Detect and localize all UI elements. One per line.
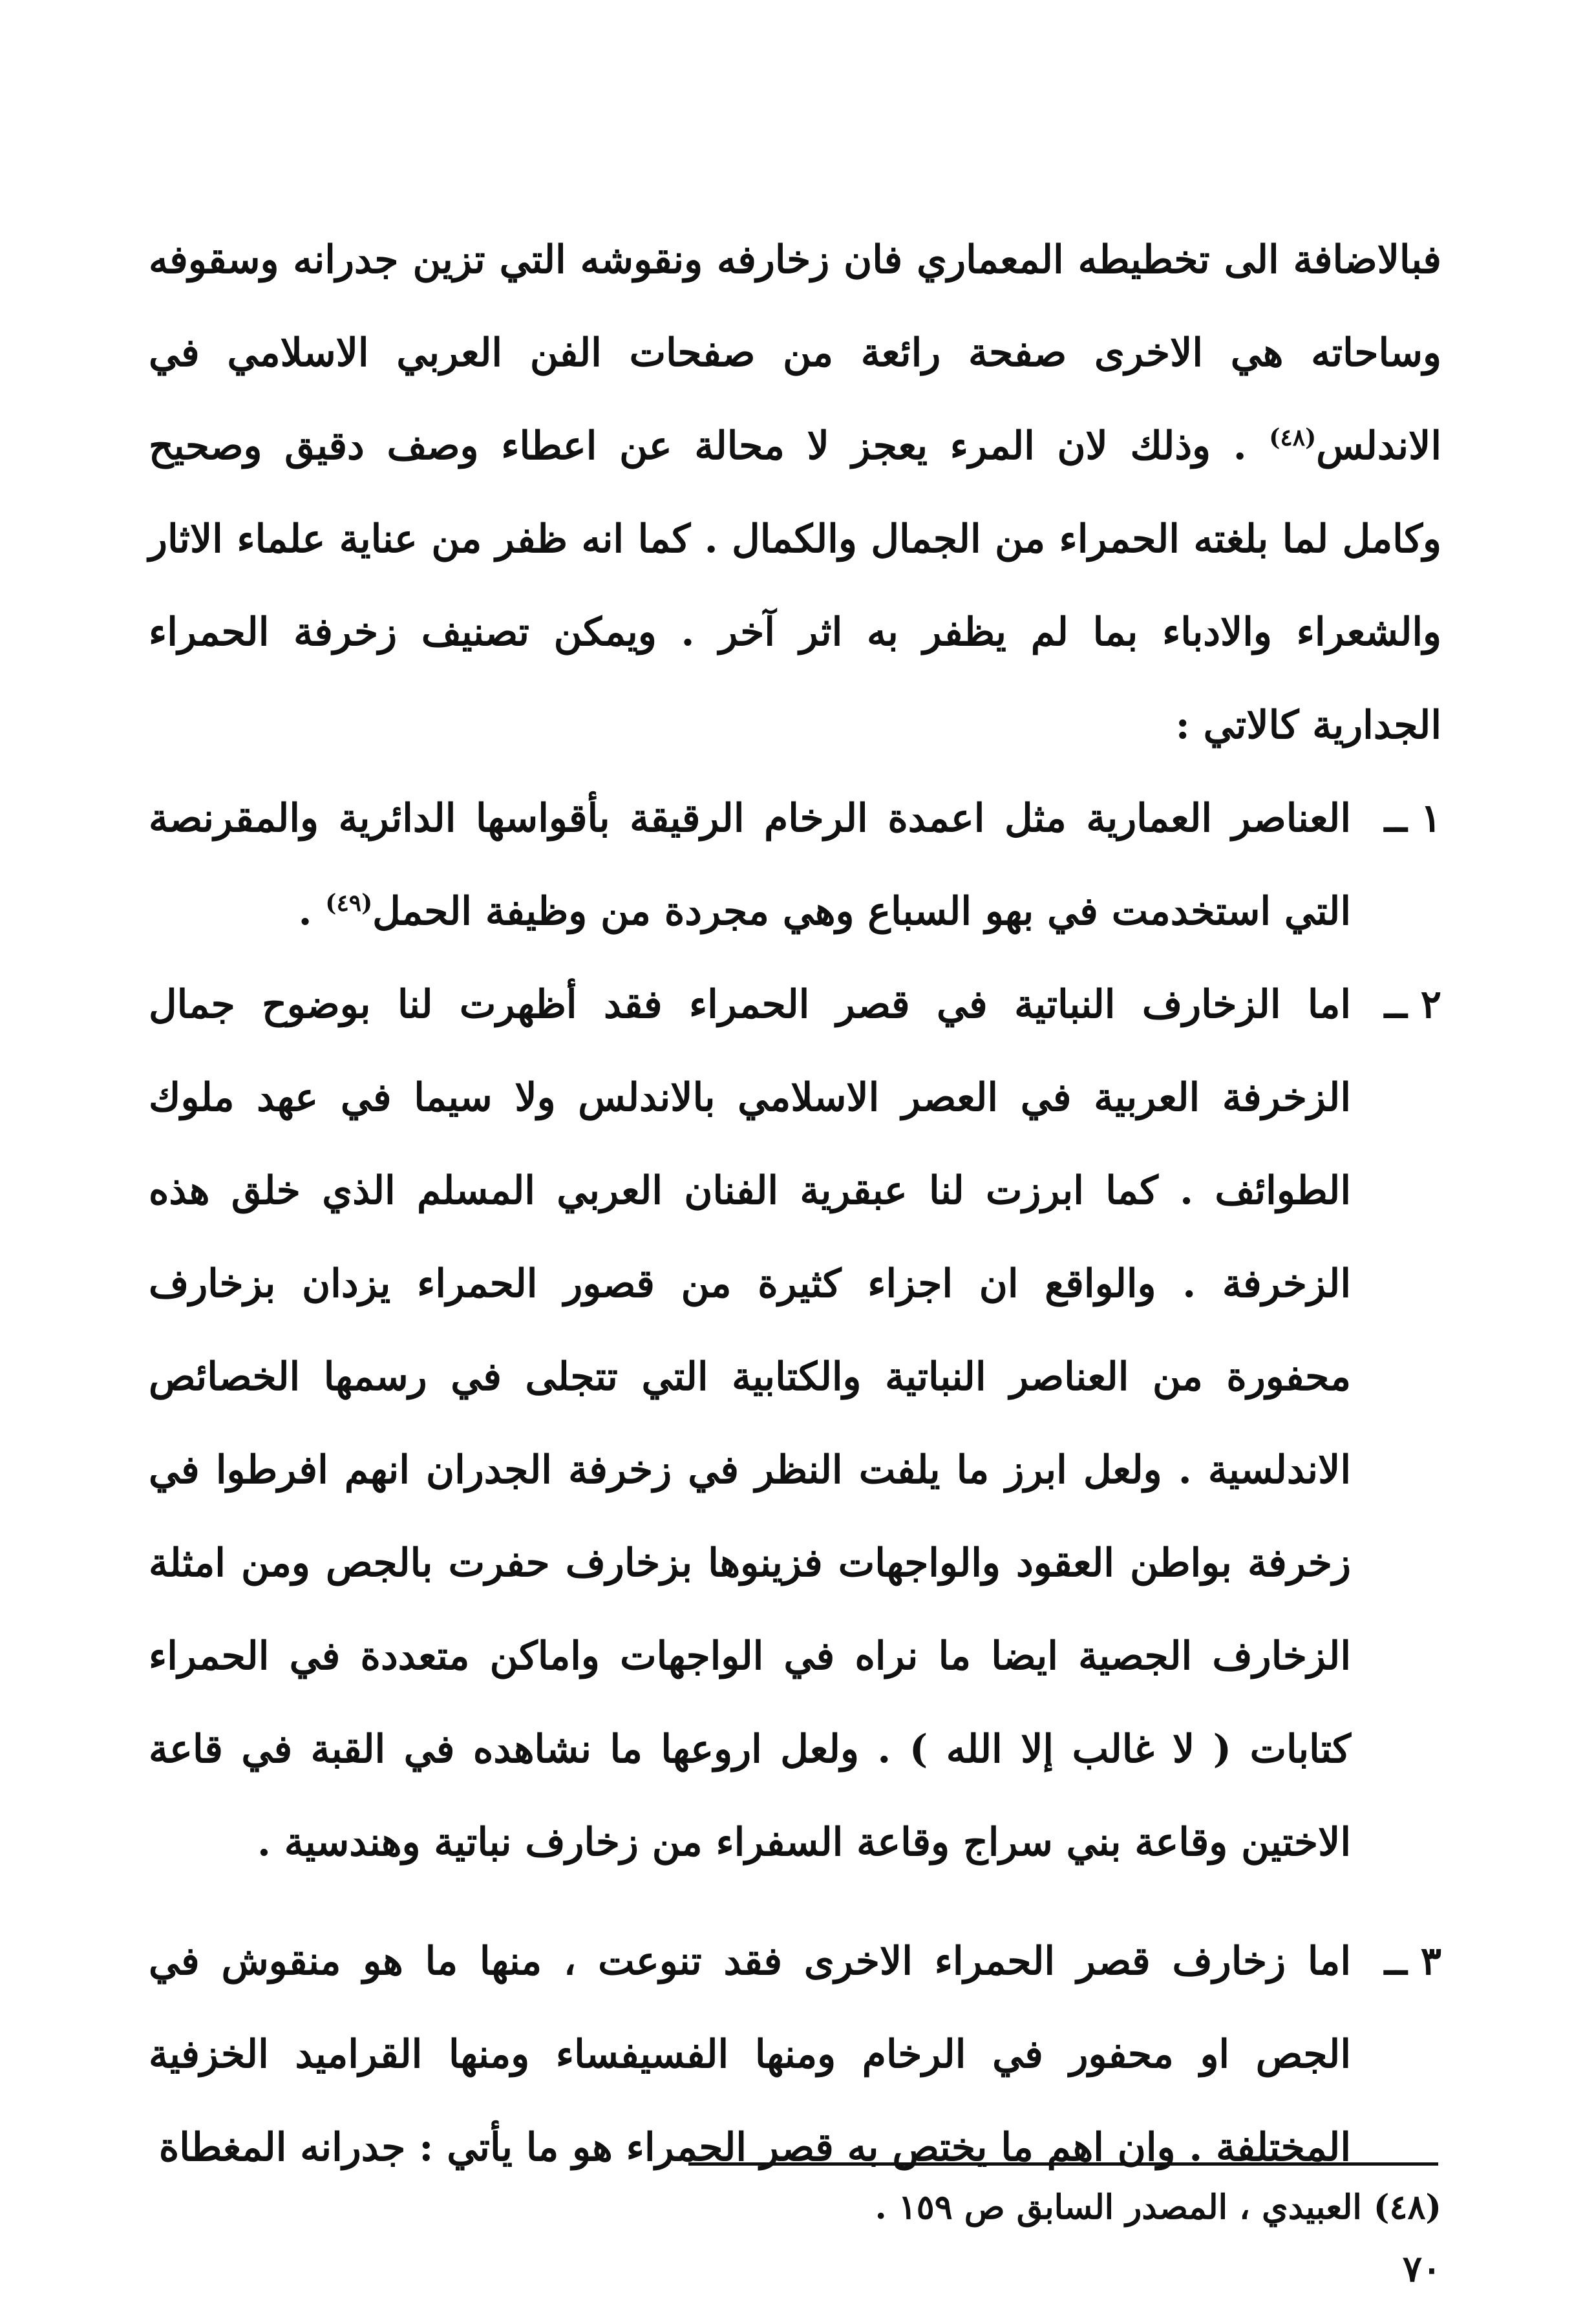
item-1-text: العناصر العمارية مثل اعمدة الرخام الرقيقة بأقواسها الدائرية والمقرنصة التي استخدمت في بهو السباع وهي مجردة من وظيفة الحمل <box>149 796 1351 934</box>
footnote-48 <box>149 2182 1441 2233</box>
footnote-marker: (٤٨) <box>1373 2188 1441 2227</box>
main-text <box>149 213 1441 2194</box>
footnote-divider <box>688 2162 1438 2166</box>
list-item-2 <box>149 958 1441 1889</box>
list-number: ٣ ــ <box>1384 1939 1441 1984</box>
intro-paragraph <box>149 213 1441 772</box>
page-number: ٧٠ <box>1402 2248 1441 2290</box>
list-item-3 <box>149 1915 1441 2194</box>
intro-text: فبالاضافة الى تخطيطه المعماري فان زخارفه ونقوشه التي تزين جدرانه وسقوفه وساحاته هي الاخرى صفحة رائعة من صفحات الفن العربي الاسلامي في الاندلس <box>149 237 1441 469</box>
item-1-text-continued: . <box>298 889 326 934</box>
footnote-ref-48: (٤٨) <box>1269 424 1317 451</box>
footnote-text: العبيدي ، المصدر السابق ص ١٥٩ . <box>875 2188 1362 2227</box>
footnote-ref-49: (٤٩) <box>325 890 373 917</box>
intro-text-continued: . وذلك لان المرء يعجز لا محالة عن اعطاء وصف دقيق وصحيح وكامل لما بلغته الحمراء من الجمال والكمال . كما انه ظفر من عناية علماء الاثار والشعراء والادباء بما لم يظفر به اثر آخر . ويمكن تصنيف زخرفة الحمراء الجدارية كالاتي : <box>149 423 1441 748</box>
list-item-text: اما زخارف قصر الحمراء الاخرى فقد تنوعت ، منها ما هو منقوش في الجص او محفور في الرخام ومنها الفسيفساء ومنها القراميد الخزفية المختلفة . وان اهم ما يختص به قصر الحمراء هو ما يأتي : جدرانه المغطاة <box>149 1939 1351 2170</box>
list-item-1 <box>149 772 1441 958</box>
list-number: ١ ــ <box>1384 796 1441 841</box>
list-item-text: اما الزخارف النباتية في قصر الحمراء فقد أظهرت لنا بوضوح جمال الزخرفة العربية في العصر الاسلامي بالاندلس ولا سيما في عهد ملوك الطوائف . كما ابرزت لنا عبقرية الفنان العربي المسلم الذي خلق هذه الزخرفة . والواقع ان اجزاء كثيرة من قصور الحمراء يزدان بزخارف محفورة من العناصر النباتية والكتابية التي تتجلى في رسمها الخصائص الاندلسية . ولعل ابرز ما يلفت النظر في زخرفة الجدران انهم افرطوا في زخرفة بواطن العقود والواجهات فزينوها بزخارف حفرت بالجص ومن امثلة الزخارف الجصية ايضا ما نراه في الواجهات واماكن متعددة في الحمراء كتابات ( لا غالب إلا الله ) . ولعل اروعها ما نشاهده في القبة في قاعة الاختين وقاعة بني سراج وقاعة السفراء من زخارف نباتية وهندسية . <box>149 982 1351 1865</box>
list-item-text <box>149 772 1351 958</box>
list-number: ٢ ــ <box>1384 982 1441 1027</box>
